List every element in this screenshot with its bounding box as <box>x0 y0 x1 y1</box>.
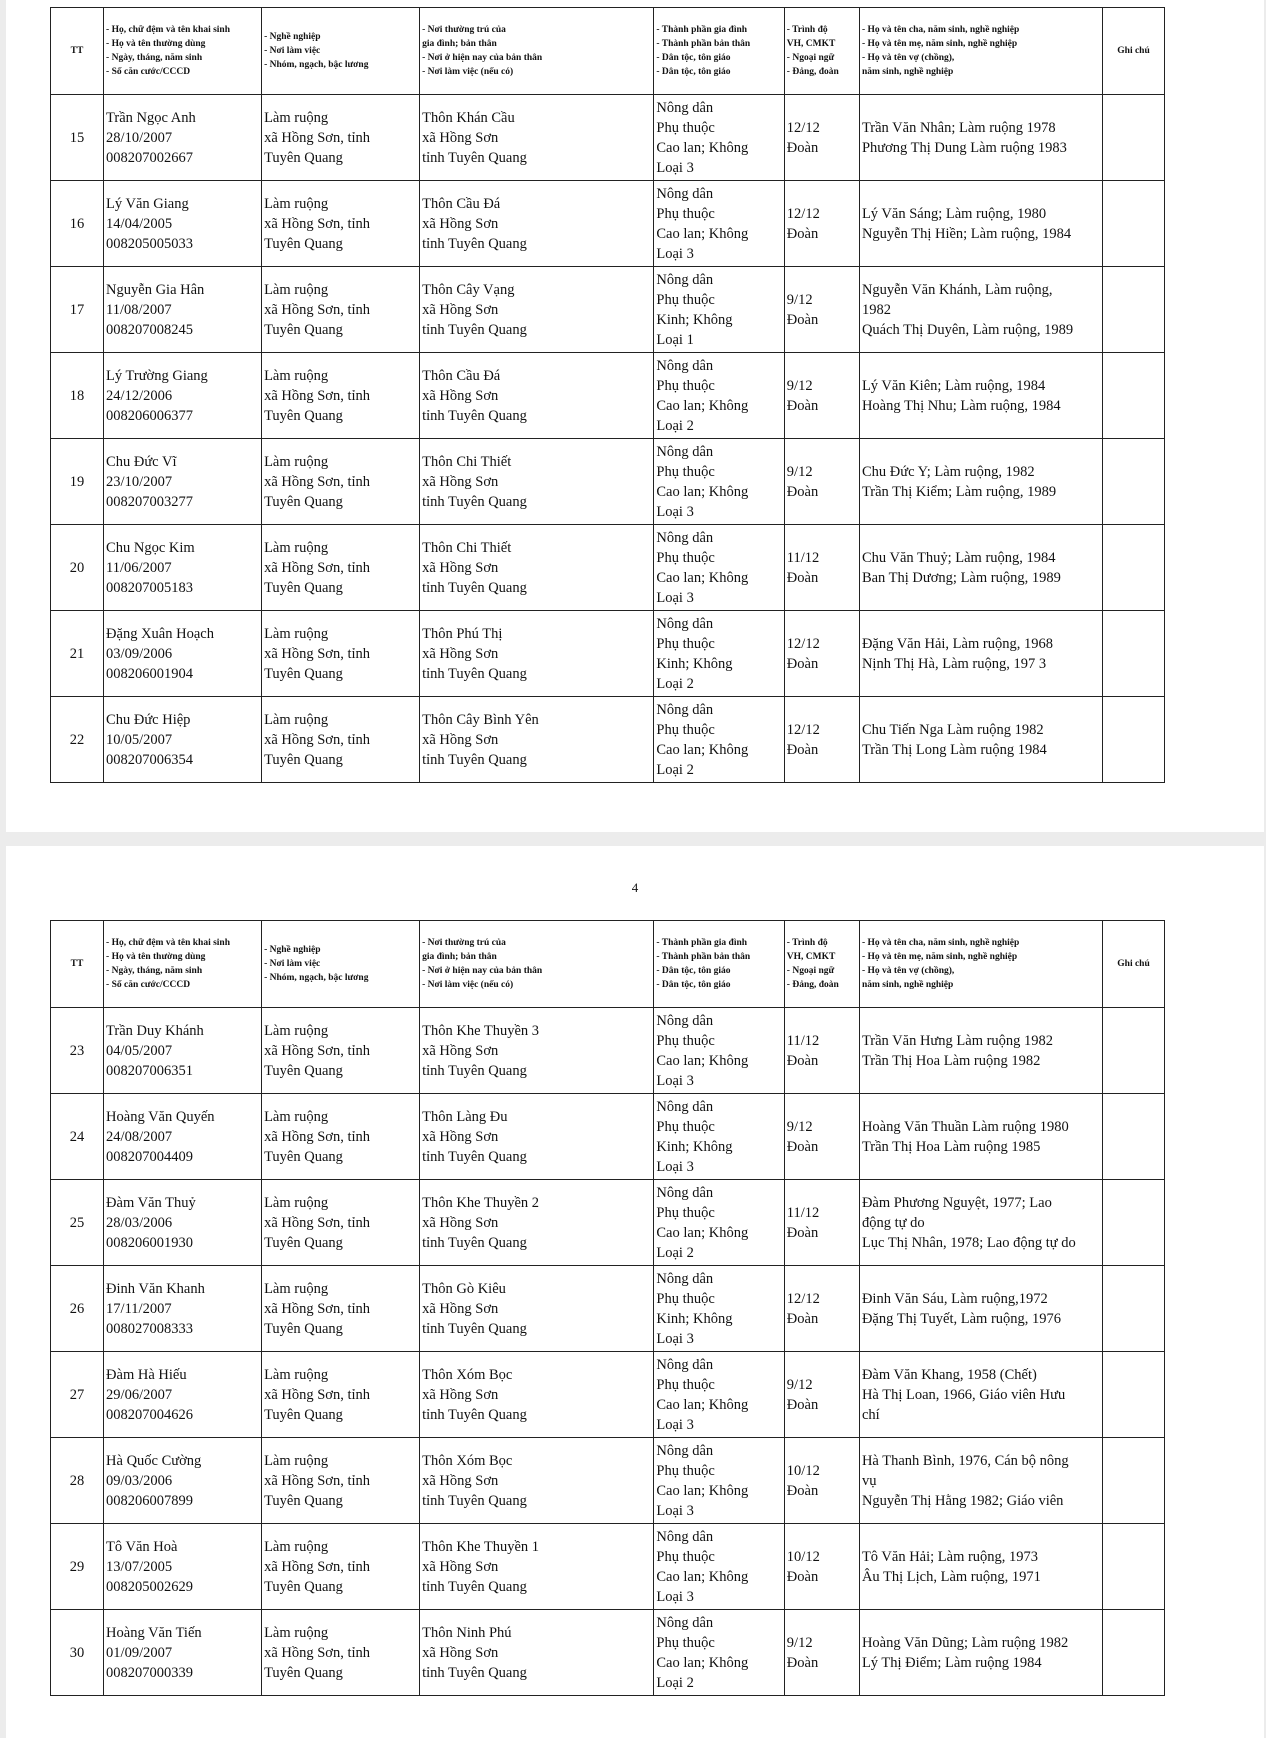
cell-note <box>1103 1180 1165 1266</box>
cell-job: Làm ruộng xã Hồng Sơn, tỉnh Tuyên Quang <box>262 1008 420 1094</box>
cell-education: 12/12 Đoàn <box>784 95 859 181</box>
cell-address: Thôn Gò Kiêu xã Hồng Sơn tỉnh Tuyên Quang <box>420 1266 654 1352</box>
cell-family: Hoàng Văn Thuần Làm ruộng 1980 Trần Thị Hoa Làm ruộng 1985 <box>859 1094 1102 1180</box>
cell-note <box>1103 1524 1165 1610</box>
header-name: - Họ, chữ đệm và tên khai sinh - Họ và tên thường dùng - Ngày, tháng, năm sinh - Số căn cước/CCCD <box>104 8 262 95</box>
cell-job: Làm ruộng xã Hồng Sơn, tỉnh Tuyên Quang <box>262 353 420 439</box>
header-education: - Trình độ VH, CMKT - Ngoại ngữ - Đảng, đoàn <box>784 8 859 95</box>
table-row <box>51 1438 1165 1524</box>
header-name: - Họ, chữ đệm và tên khai sinh - Họ và tên thường dùng - Ngày, tháng, năm sinh - Số căn cước/CCCD <box>104 921 262 1008</box>
cell-address: Thôn Khán Cầu xã Hồng Sơn tỉnh Tuyên Quang <box>420 95 654 181</box>
cell-background: Nông dân Phụ thuộc Cao lan; Không Loại 3 <box>654 1352 784 1438</box>
roster-table-top <box>50 7 1165 783</box>
cell-job: Làm ruộng xã Hồng Sơn, tỉnh Tuyên Quang <box>262 611 420 697</box>
cell-background: Nông dân Phụ thuộc Cao lan; Không Loại 3 <box>654 1438 784 1524</box>
cell-note <box>1103 1094 1165 1180</box>
header-background: - Thành phần gia đình - Thành phần bản thân - Dân tộc, tôn giáo - Dân tộc, tôn giáo <box>654 921 784 1008</box>
cell-background: Nông dân Phụ thuộc Cao lan; Không Loại 2 <box>654 353 784 439</box>
cell-tt: 20 <box>51 525 104 611</box>
cell-education: 11/12 Đoàn <box>784 525 859 611</box>
header-family: - Họ và tên cha, năm sinh, nghề nghiệp - Họ và tên mẹ, năm sinh, nghề nghiệp - Họ và tên vợ (chồng), năm sinh, nghề nghiệp <box>859 921 1102 1008</box>
cell-address: Thôn Xóm Bọc xã Hồng Sơn tỉnh Tuyên Quang <box>420 1438 654 1524</box>
cell-note <box>1103 1438 1165 1524</box>
header-note: Ghi chú <box>1103 921 1165 1008</box>
cell-family: Trần Văn Hưng Làm ruộng 1982 Trần Thị Hoa Làm ruộng 1982 <box>859 1008 1102 1094</box>
cell-address: Thôn Cây Vạng xã Hồng Sơn tỉnh Tuyên Quang <box>420 267 654 353</box>
cell-job: Làm ruộng xã Hồng Sơn, tỉnh Tuyên Quang <box>262 525 420 611</box>
cell-background: Nông dân Phụ thuộc Kinh; Không Loại 3 <box>654 1094 784 1180</box>
cell-name: Đàm Văn Thuỷ 28/03/2006 008206001930 <box>104 1180 262 1266</box>
cell-tt: 17 <box>51 267 104 353</box>
document-page-top <box>6 0 1264 832</box>
table-row <box>51 439 1165 525</box>
cell-tt: 28 <box>51 1438 104 1524</box>
cell-name: Lý Trường Giang 24/12/2006 008206006377 <box>104 353 262 439</box>
cell-background: Nông dân Phụ thuộc Cao lan; Không Loại 2 <box>654 1180 784 1266</box>
cell-family: Đặng Văn Hải, Làm ruộng, 1968 Nịnh Thị Hà, Làm ruộng, 197 3 <box>859 611 1102 697</box>
cell-address: Thôn Cầu Đá xã Hồng Sơn tỉnh Tuyên Quang <box>420 353 654 439</box>
cell-education: 12/12 Đoàn <box>784 611 859 697</box>
cell-name: Trần Ngọc Anh 28/10/2007 008207002667 <box>104 95 262 181</box>
cell-note <box>1103 525 1165 611</box>
cell-note <box>1103 611 1165 697</box>
cell-note <box>1103 95 1165 181</box>
cell-tt: 21 <box>51 611 104 697</box>
cell-education: 9/12 Đoàn <box>784 439 859 525</box>
cell-background: Nông dân Phụ thuộc Kinh; Không Loại 1 <box>654 267 784 353</box>
header-family: - Họ và tên cha, năm sinh, nghề nghiệp - Họ và tên mẹ, năm sinh, nghề nghiệp - Họ và tên vợ (chồng), năm sinh, nghề nghiệp <box>859 8 1102 95</box>
cell-family: Chu Đức Y; Làm ruộng, 1982 Trần Thị Kiểm; Làm ruộng, 1989 <box>859 439 1102 525</box>
cell-education: 12/12 Đoàn <box>784 697 859 783</box>
table-header-row <box>51 8 1165 95</box>
cell-tt: 26 <box>51 1266 104 1352</box>
cell-address: Thôn Làng Đu xã Hồng Sơn tỉnh Tuyên Quang <box>420 1094 654 1180</box>
cell-job: Làm ruộng xã Hồng Sơn, tỉnh Tuyên Quang <box>262 267 420 353</box>
cell-name: Trần Duy Khánh 04/05/2007 008207006351 <box>104 1008 262 1094</box>
cell-job: Làm ruộng xã Hồng Sơn, tỉnh Tuyên Quang <box>262 1438 420 1524</box>
cell-job: Làm ruộng xã Hồng Sơn, tỉnh Tuyên Quang <box>262 697 420 783</box>
header-tt: TT <box>51 921 104 1008</box>
cell-tt: 27 <box>51 1352 104 1438</box>
cell-background: Nông dân Phụ thuộc Cao lan; Không Loại 3 <box>654 1524 784 1610</box>
cell-tt: 23 <box>51 1008 104 1094</box>
cell-education: 11/12 Đoàn <box>784 1180 859 1266</box>
cell-background: Nông dân Phụ thuộc Cao lan; Không Loại 3 <box>654 439 784 525</box>
table-row <box>51 1352 1165 1438</box>
cell-education: 9/12 Đoàn <box>784 1352 859 1438</box>
cell-address: Thôn Khe Thuyền 3 xã Hồng Sơn tỉnh Tuyên Quang <box>420 1008 654 1094</box>
cell-address: Thôn Cầu Đá xã Hồng Sơn tỉnh Tuyên Quang <box>420 181 654 267</box>
cell-name: Đinh Văn Khanh 17/11/2007 008027008333 <box>104 1266 262 1352</box>
header-job: - Nghề nghiệp - Nơi làm việc - Nhóm, ngạch, bậc lương <box>262 8 420 95</box>
document-page-bottom <box>6 846 1264 1738</box>
table-row <box>51 181 1165 267</box>
cell-education: 10/12 Đoàn <box>784 1524 859 1610</box>
cell-note <box>1103 267 1165 353</box>
cell-address: Thôn Ninh Phú xã Hồng Sơn tỉnh Tuyên Quang <box>420 1610 654 1696</box>
cell-job: Làm ruộng xã Hồng Sơn, tỉnh Tuyên Quang <box>262 1352 420 1438</box>
cell-job: Làm ruộng xã Hồng Sơn, tỉnh Tuyên Quang <box>262 1610 420 1696</box>
table-row <box>51 267 1165 353</box>
cell-job: Làm ruộng xã Hồng Sơn, tỉnh Tuyên Quang <box>262 1094 420 1180</box>
cell-address: Thôn Khe Thuyền 2 xã Hồng Sơn tỉnh Tuyên Quang <box>420 1180 654 1266</box>
cell-background: Nông dân Phụ thuộc Cao lan; Không Loại 3 <box>654 525 784 611</box>
cell-tt: 25 <box>51 1180 104 1266</box>
cell-name: Hoàng Văn Tiến 01/09/2007 008207000339 <box>104 1610 262 1696</box>
cell-name: Chu Ngọc Kim 11/06/2007 008207005183 <box>104 525 262 611</box>
cell-family: Lý Văn Sáng; Làm ruộng, 1980 Nguyễn Thị Hiền; Làm ruộng, 1984 <box>859 181 1102 267</box>
cell-background: Nông dân Phụ thuộc Cao lan; Không Loại 2 <box>654 697 784 783</box>
cell-name: Tô Văn Hoà 13/07/2005 008205002629 <box>104 1524 262 1610</box>
cell-family: Đinh Văn Sáu, Làm ruộng,1972 Đặng Thị Tuyết, Làm ruộng, 1976 <box>859 1266 1102 1352</box>
cell-note <box>1103 181 1165 267</box>
cell-education: 9/12 Đoàn <box>784 1094 859 1180</box>
table-row <box>51 1610 1165 1696</box>
table-header-row <box>51 921 1165 1008</box>
cell-education: 9/12 Đoàn <box>784 1610 859 1696</box>
cell-note <box>1103 697 1165 783</box>
header-job: - Nghề nghiệp - Nơi làm việc - Nhóm, ngạch, bậc lương <box>262 921 420 1008</box>
table-row <box>51 525 1165 611</box>
cell-address: Thôn Xóm Bọc xã Hồng Sơn tỉnh Tuyên Quang <box>420 1352 654 1438</box>
cell-note <box>1103 1008 1165 1094</box>
header-tt: TT <box>51 8 104 95</box>
cell-tt: 24 <box>51 1094 104 1180</box>
cell-job: Làm ruộng xã Hồng Sơn, tỉnh Tuyên Quang <box>262 439 420 525</box>
cell-note <box>1103 1266 1165 1352</box>
header-address: - Nơi thường trú của gia đình; bản thân - Nơi ở hiện nay của bản thân - Nơi làm việc (nếu có) <box>420 8 654 95</box>
table-row <box>51 1524 1165 1610</box>
cell-background: Nông dân Phụ thuộc Cao lan; Không Loại 3 <box>654 1008 784 1094</box>
table-row <box>51 95 1165 181</box>
cell-family: Đàm Phương Nguyệt, 1977; Lao động tự do Lục Thị Nhân, 1978; Lao động tự do <box>859 1180 1102 1266</box>
cell-note <box>1103 1352 1165 1438</box>
header-address: - Nơi thường trú của gia đình; bản thân - Nơi ở hiện nay của bản thân - Nơi làm việc (nếu có) <box>420 921 654 1008</box>
cell-background: Nông dân Phụ thuộc Cao lan; Không Loại 3 <box>654 181 784 267</box>
cell-family: Đàm Văn Khang, 1958 (Chết) Hà Thị Loan, 1966, Giáo viên Hưu chí <box>859 1352 1102 1438</box>
cell-tt: 29 <box>51 1524 104 1610</box>
cell-family: Chu Văn Thuỷ; Làm ruộng, 1984 Ban Thị Dương; Làm ruộng, 1989 <box>859 525 1102 611</box>
cell-job: Làm ruộng xã Hồng Sơn, tỉnh Tuyên Quang <box>262 1266 420 1352</box>
header-education: - Trình độ VH, CMKT - Ngoại ngữ - Đảng, đoàn <box>784 921 859 1008</box>
cell-education: 10/12 Đoàn <box>784 1438 859 1524</box>
cell-background: Nông dân Phụ thuộc Cao lan; Không Loại 3 <box>654 95 784 181</box>
table-row <box>51 353 1165 439</box>
cell-family: Tô Văn Hải; Làm ruộng, 1973 Âu Thị Lịch, Làm ruộng, 1971 <box>859 1524 1102 1610</box>
cell-name: Đàm Hà Hiếu 29/06/2007 008207004626 <box>104 1352 262 1438</box>
cell-note <box>1103 353 1165 439</box>
cell-education: 11/12 Đoàn <box>784 1008 859 1094</box>
cell-tt: 18 <box>51 353 104 439</box>
cell-note <box>1103 439 1165 525</box>
cell-job: Làm ruộng xã Hồng Sơn, tỉnh Tuyên Quang <box>262 1524 420 1610</box>
cell-address: Thôn Khe Thuyền 1 xã Hồng Sơn tỉnh Tuyên Quang <box>420 1524 654 1610</box>
cell-tt: 30 <box>51 1610 104 1696</box>
roster-table-bottom <box>50 920 1165 1696</box>
table-row <box>51 611 1165 697</box>
table-body-bottom <box>51 1008 1165 1696</box>
cell-family: Lý Văn Kiên; Làm ruộng, 1984 Hoàng Thị Nhu; Làm ruộng, 1984 <box>859 353 1102 439</box>
cell-background: Nông dân Phụ thuộc Kinh; Không Loại 2 <box>654 611 784 697</box>
cell-tt: 16 <box>51 181 104 267</box>
cell-tt: 19 <box>51 439 104 525</box>
cell-tt: 15 <box>51 95 104 181</box>
cell-address: Thôn Phú Thị xã Hồng Sơn tỉnh Tuyên Quang <box>420 611 654 697</box>
cell-address: Thôn Chi Thiết xã Hồng Sơn tỉnh Tuyên Quang <box>420 525 654 611</box>
cell-tt: 22 <box>51 697 104 783</box>
cell-education: 12/12 Đoàn <box>784 181 859 267</box>
cell-name: Nguyễn Gia Hân 11/08/2007 008207008245 <box>104 267 262 353</box>
cell-education: 9/12 Đoàn <box>784 267 859 353</box>
table-row <box>51 697 1165 783</box>
cell-background: Nông dân Phụ thuộc Kinh; Không Loại 3 <box>654 1266 784 1352</box>
cell-family: Chu Tiến Nga Làm ruộng 1982 Trần Thị Long Làm ruộng 1984 <box>859 697 1102 783</box>
cell-note <box>1103 1610 1165 1696</box>
table-row <box>51 1094 1165 1180</box>
header-note: Ghi chú <box>1103 8 1165 95</box>
cell-name: Lý Văn Giang 14/04/2005 008205005033 <box>104 181 262 267</box>
cell-name: Chu Đức Hiệp 10/05/2007 008207006354 <box>104 697 262 783</box>
cell-name: Đặng Xuân Hoạch 03/09/2006 008206001904 <box>104 611 262 697</box>
cell-family: Hà Thanh Bình, 1976, Cán bộ nông vụ Nguyễn Thị Hằng 1982; Giáo viên <box>859 1438 1102 1524</box>
cell-address: Thôn Chi Thiết xã Hồng Sơn tỉnh Tuyên Quang <box>420 439 654 525</box>
table-row <box>51 1008 1165 1094</box>
cell-job: Làm ruộng xã Hồng Sơn, tỉnh Tuyên Quang <box>262 1180 420 1266</box>
cell-name: Hoàng Văn Quyến 24/08/2007 008207004409 <box>104 1094 262 1180</box>
cell-family: Hoàng Văn Dũng; Làm ruộng 1982 Lý Thị Điểm; Làm ruộng 1984 <box>859 1610 1102 1696</box>
table-row <box>51 1180 1165 1266</box>
cell-job: Làm ruộng xã Hồng Sơn, tỉnh Tuyên Quang <box>262 181 420 267</box>
table-row <box>51 1266 1165 1352</box>
cell-family: Nguyễn Văn Khánh, Làm ruộng, 1982 Quách Thị Duyên, Làm ruộng, 1989 <box>859 267 1102 353</box>
cell-name: Hà Quốc Cường 09/03/2006 008206007899 <box>104 1438 262 1524</box>
cell-background: Nông dân Phụ thuộc Cao lan; Không Loại 2 <box>654 1610 784 1696</box>
header-background: - Thành phần gia đình - Thành phần bản thân - Dân tộc, tôn giáo - Dân tộc, tôn giáo <box>654 8 784 95</box>
cell-family: Trần Văn Nhân; Làm ruộng 1978 Phương Thị Dung Làm ruộng 1983 <box>859 95 1102 181</box>
cell-name: Chu Đức Vĩ 23/10/2007 008207003277 <box>104 439 262 525</box>
cell-education: 12/12 Đoàn <box>784 1266 859 1352</box>
cell-job: Làm ruộng xã Hồng Sơn, tỉnh Tuyên Quang <box>262 95 420 181</box>
table-body-top <box>51 95 1165 783</box>
page-number: 4 <box>631 880 639 895</box>
cell-education: 9/12 Đoàn <box>784 353 859 439</box>
cell-address: Thôn Cây Bình Yên xã Hồng Sơn tỉnh Tuyên Quang <box>420 697 654 783</box>
